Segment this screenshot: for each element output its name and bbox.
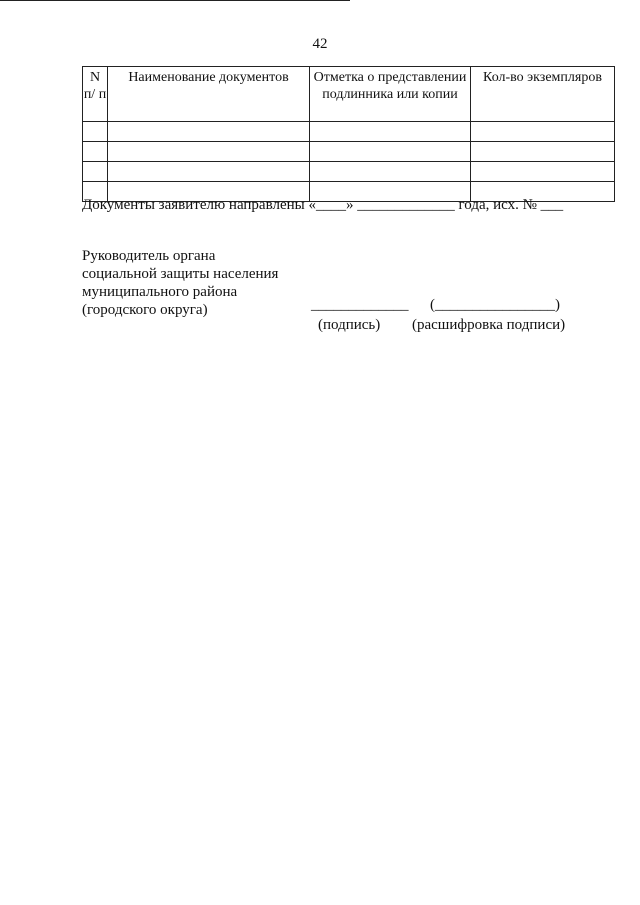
table-row [83, 142, 615, 162]
signature-blank: _____________ [311, 297, 409, 313]
top-rule [0, 0, 350, 1]
header-original-or-copy: Отметка о представлении подлинника или копии [310, 67, 471, 122]
table-cell [471, 142, 615, 162]
table-header-row [83, 67, 615, 122]
table-cell [471, 122, 615, 142]
official-title-line: социальной защиты населения [82, 266, 279, 282]
table-cell [108, 142, 310, 162]
table-cell [83, 162, 108, 182]
table-cell [471, 162, 615, 182]
header-number: N п/ п [83, 67, 108, 122]
table-cell [83, 142, 108, 162]
table-row [83, 122, 615, 142]
signature-decode-blank: (________________) [430, 297, 560, 313]
table-cell [83, 122, 108, 142]
documents-table [82, 66, 615, 202]
header-copies-count: Кол-во экземпляров [471, 67, 615, 122]
header-document-name: Наименование документов [108, 67, 310, 122]
table-cell [108, 162, 310, 182]
table-cell [310, 162, 471, 182]
table-cell [310, 142, 471, 162]
documents-sent-line: Документы заявителю направлены «____» _____________ года, исх. № ___ [82, 197, 564, 213]
table-cell [310, 122, 471, 142]
official-title-block [82, 247, 278, 319]
signature-decode-caption: (расшифровка подписи) [412, 317, 566, 333]
signature-caption: (подпись) [318, 317, 381, 333]
page-number: 42 [312, 36, 328, 52]
official-title-line: муниципального района [82, 284, 238, 300]
table-cell [108, 122, 310, 142]
official-title-line: (городского округа) [82, 302, 208, 318]
official-title-line: Руководитель органа [82, 248, 216, 264]
table-row [83, 162, 615, 182]
